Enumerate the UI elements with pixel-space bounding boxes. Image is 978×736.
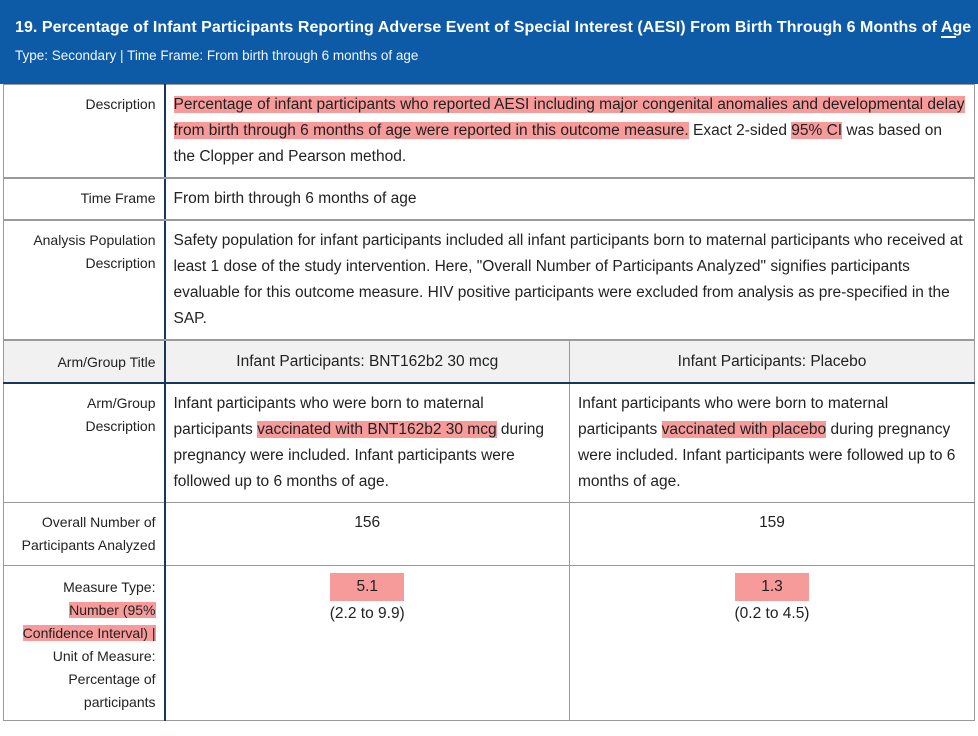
description-label: Description	[4, 85, 165, 179]
overall-number-placebo: 159	[570, 503, 975, 566]
result-value-bnt: 5.1	[330, 573, 404, 601]
analysis-population-value: Safety population for infant participants included all infant participants born to maternal participants who received at least 1 dose of the study intervention. Here, "Overall Number of Participants Analyzed" signifies participants evaluable for this outcome measure. HIV positive participants were excluded from analysis as pre-specified in the SAP.	[165, 220, 975, 340]
ci-highlight: 95% CI	[791, 122, 843, 139]
description-row	[4, 85, 975, 179]
measure-label: Measure Type: Number (95% Confidence Interval) | Unit of Measure: Percentage of participants	[4, 566, 165, 721]
measure-result-placebo	[570, 566, 975, 721]
arm-description-placebo: Infant participants who were born to maternal participants vaccinated with placebo during pregnancy were included. Infant participants were followed up to 6 months of age.	[570, 383, 975, 503]
overall-number-label: Overall Number of Participants Analyzed	[4, 503, 165, 566]
overall-number-row	[4, 503, 975, 566]
time-frame-row	[4, 178, 975, 220]
minus-icon	[941, 36, 956, 38]
arm-placebo-highlight: vaccinated with placebo	[661, 421, 827, 438]
time-frame-label: Time Frame	[4, 178, 165, 220]
collapse-button[interactable]	[938, 16, 960, 42]
outcome-title: 19. Percentage of Infant Participants Reporting Adverse Event of Special Interest (AESI) From Birth Through 6 Months of Age	[15, 19, 972, 36]
result-ci-bnt: (2.2 to 9.9)	[329, 605, 405, 622]
description-mid: Exact 2-sided	[688, 122, 792, 139]
time-frame-value: From birth through 6 months of age	[165, 178, 975, 220]
arm-title-placebo: Infant Participants: Placebo	[570, 340, 975, 383]
arm-title-row	[4, 340, 975, 383]
analysis-population-row	[4, 220, 975, 340]
overall-number-bnt: 156	[165, 503, 570, 566]
arm-bnt-highlight: vaccinated with BNT162b2 30 mcg	[257, 421, 497, 438]
measure-type-highlight: Number (95% Confidence Interval) |	[22, 602, 156, 641]
arm-description-bnt: Infant participants who were born to maternal participants vaccinated with BNT162b2 30 mcg during pregnancy were included. Infant participants were followed up to 6 months of age.	[165, 383, 570, 503]
analysis-population-label: Analysis Population Description	[4, 220, 165, 340]
result-value-placebo: 1.3	[735, 573, 809, 601]
outcome-header	[0, 0, 978, 84]
outcome-table	[3, 84, 975, 721]
arm-description-row	[4, 383, 975, 503]
description-value	[165, 85, 975, 179]
arm-title-label: Arm/Group Title	[4, 340, 165, 383]
description-highlight: Percentage of infant participants who reported AESI including major congenital anomalies and developmental delay from birth through 6 months of age were reported in this outcome measure.	[173, 96, 965, 139]
arm-title-bnt: Infant Participants: BNT162b2 30 mcg	[165, 340, 570, 383]
measure-result-bnt	[165, 566, 570, 721]
outcome-subtitle: Type: Secondary | Time Frame: From birth through 6 months of age	[15, 48, 419, 63]
result-ci-placebo: (0.2 to 4.5)	[734, 605, 810, 622]
arm-description-label: Arm/Group Description	[4, 383, 165, 503]
description-end: was based on the Clopper and Pearson method.	[173, 122, 943, 165]
measure-row	[4, 566, 975, 721]
